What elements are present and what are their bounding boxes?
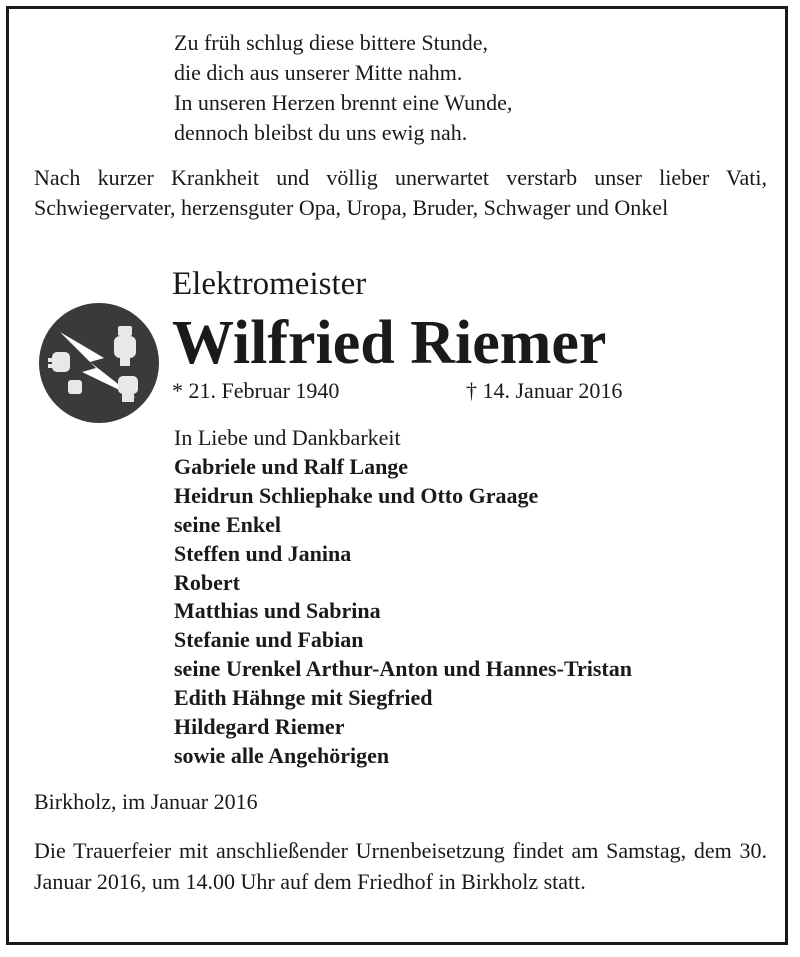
- mourner-entry: Matthias und Sabrina: [174, 598, 381, 624]
- deceased-name: Wilfried Riemer: [172, 309, 607, 377]
- mourner-entry: Robert: [174, 569, 240, 595]
- death-date: † 14. Januar 2016: [466, 378, 623, 403]
- mourner-entry: Steffen und Janina: [174, 540, 352, 566]
- electrician-emblem-icon: [38, 302, 160, 424]
- poem: [174, 28, 512, 148]
- mourner-entry: sowie alle Angehörigen: [174, 742, 390, 768]
- poem-line: dennoch bleibst du uns ewig nah.: [174, 120, 468, 145]
- deceased-title: Elektromeister: [172, 266, 367, 302]
- mourner-entry: Heidrun Schliephake und Otto Graage: [174, 482, 539, 508]
- mourner-entry: Edith Hähnge mit Siegfried: [174, 685, 433, 711]
- place-date: Birkholz, im Januar 2016: [34, 789, 258, 814]
- mourners-list: [174, 424, 632, 771]
- poem-line: die dich aus unserer Mitte nahm.: [174, 60, 463, 85]
- poem-line: In unseren Herzen brennt eine Wunde,: [174, 90, 513, 115]
- poem-line: Zu früh schlug diese bittere Stunde,: [174, 30, 489, 55]
- mourner-entry: seine Urenkel Arthur-Anton und Hannes-Tristan: [174, 656, 632, 682]
- intro-text: Nach kurzer Krankheit und völlig unerwartet verstarb unser lieber Vati, Schwiegervater, herzensguter Opa, Uropa, Bruder, Schwager und Onkel: [34, 165, 767, 220]
- birth-date: * 21. Februar 1940: [172, 378, 340, 403]
- mourners-lead: In Liebe und Dankbarkeit: [174, 425, 401, 450]
- mourner-entry: Stefanie und Fabian: [174, 627, 364, 653]
- funeral-info: Die Trauerfeier mit anschließender Urnenbeisetzung findet am Samstag, dem 30. Januar 2016, um 14.00 Uhr auf dem Friedhof in Birkholz statt.: [34, 838, 767, 894]
- mourner-entry: Gabriele und Ralf Lange: [174, 453, 409, 479]
- mourner-entry: Hildegard Riemer: [174, 714, 345, 740]
- mourner-entry: seine Enkel: [174, 511, 281, 537]
